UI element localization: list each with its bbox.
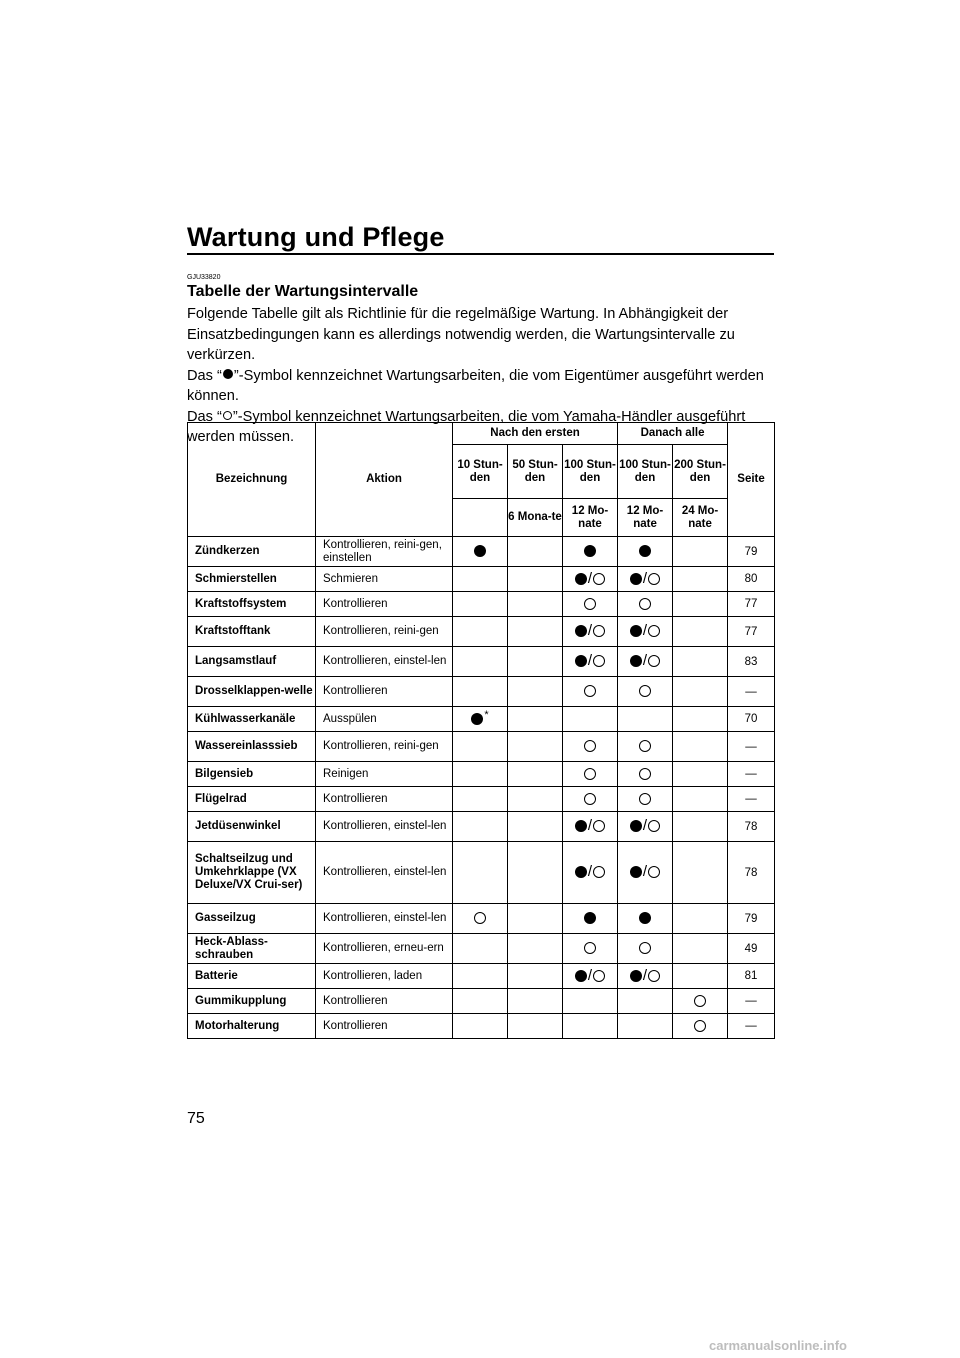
row-name: Schaltseilzug und Umkehrklappe (VX Deluxe/VX Crui-ser) bbox=[188, 842, 316, 904]
interval-cell bbox=[563, 732, 618, 762]
intro-p2-suffix: ”-Symbol kennzeichnet Wartungsarbeiten, die vom Eigentümer ausgeführt werden können. bbox=[187, 367, 764, 404]
interval-cell bbox=[453, 842, 508, 904]
interval-cell bbox=[673, 567, 728, 592]
row-name: Kraftstoffsystem bbox=[188, 592, 316, 617]
row-action: Kontrollieren, reini-gen, einstellen bbox=[316, 537, 453, 567]
table-row bbox=[188, 989, 775, 1014]
table-row bbox=[188, 787, 775, 812]
intro-p3-prefix: Das “ bbox=[187, 408, 222, 425]
interval-cell bbox=[563, 934, 618, 964]
interval-cell bbox=[673, 787, 728, 812]
interval-cell bbox=[673, 989, 728, 1014]
maintenance-table bbox=[187, 422, 775, 1039]
row-name: Drosselklappen-welle bbox=[188, 677, 316, 707]
row-action: Kontrollieren, einstel-len bbox=[316, 647, 453, 677]
header-months-1: 6 Mona-te bbox=[508, 499, 563, 537]
slash-separator-icon: / bbox=[642, 652, 648, 670]
row-action: Kontrollieren, einstel-len bbox=[316, 842, 453, 904]
empty-circle-icon bbox=[639, 598, 651, 610]
header-hours-2: 100 Stun-den bbox=[563, 445, 618, 499]
interval-cell bbox=[563, 537, 618, 567]
header-months-3: 12 Mo-nate bbox=[618, 499, 673, 537]
table-row bbox=[188, 647, 775, 677]
page-number: 75 bbox=[187, 1110, 205, 1127]
row-name: Schmierstellen bbox=[188, 567, 316, 592]
empty-circle-icon bbox=[639, 740, 651, 752]
interval-cell bbox=[508, 1014, 563, 1039]
empty-circle-icon bbox=[639, 793, 651, 805]
interval-cell bbox=[673, 707, 728, 732]
row-page: 77 bbox=[728, 592, 775, 617]
interval-cell bbox=[673, 904, 728, 934]
table-row bbox=[188, 904, 775, 934]
interval-cell bbox=[563, 592, 618, 617]
intro-p3-suffix: ”-Symbol kennzeichnet Wartungsarbeiten, die vom Yamaha-Händler ausgeführt werden müssen. bbox=[187, 408, 746, 445]
interval-cell bbox=[673, 762, 728, 787]
interval-cell bbox=[618, 707, 673, 732]
interval-cell bbox=[673, 934, 728, 964]
row-page: 78 bbox=[728, 812, 775, 842]
row-page: — bbox=[728, 732, 775, 762]
interval-cell bbox=[508, 762, 563, 787]
row-action: Ausspülen bbox=[316, 707, 453, 732]
interval-cell bbox=[618, 989, 673, 1014]
filled-circle-icon bbox=[575, 655, 587, 667]
slash-separator-icon: / bbox=[642, 817, 648, 835]
filled-circle-icon bbox=[630, 820, 642, 832]
row-action: Kontrollieren, laden bbox=[316, 964, 453, 989]
empty-circle-icon bbox=[648, 625, 660, 637]
empty-circle-icon bbox=[474, 912, 486, 924]
row-page: — bbox=[728, 1014, 775, 1039]
interval-cell bbox=[618, 732, 673, 762]
interval-cell bbox=[453, 707, 508, 732]
header-months-2: 12 Mo-nate bbox=[563, 499, 618, 537]
interval-cell bbox=[618, 812, 673, 842]
interval-cell bbox=[618, 762, 673, 787]
intro-paragraph-2 bbox=[187, 366, 774, 407]
row-page: 70 bbox=[728, 707, 775, 732]
table-row bbox=[188, 677, 775, 707]
filled-circle-icon bbox=[584, 912, 596, 924]
table-row bbox=[188, 812, 775, 842]
slash-separator-icon: / bbox=[587, 966, 593, 984]
interval-cell bbox=[618, 677, 673, 707]
header-months-0 bbox=[453, 499, 508, 537]
interval-cell bbox=[618, 617, 673, 647]
empty-circle-icon bbox=[648, 970, 660, 982]
interval-cell bbox=[618, 904, 673, 934]
interval-cell bbox=[508, 567, 563, 592]
filled-circle-icon bbox=[471, 713, 483, 725]
interval-cell bbox=[508, 592, 563, 617]
interval-cell bbox=[563, 762, 618, 787]
interval-cell bbox=[563, 787, 618, 812]
interval-cell bbox=[673, 812, 728, 842]
filled-circle-icon bbox=[630, 625, 642, 637]
filled-circle-icon bbox=[575, 820, 587, 832]
filled-circle-icon bbox=[630, 655, 642, 667]
empty-circle-icon bbox=[593, 655, 605, 667]
empty-circle-icon bbox=[584, 685, 596, 697]
slash-separator-icon: / bbox=[587, 817, 593, 835]
filled-circle-icon bbox=[575, 970, 587, 982]
interval-cell bbox=[508, 537, 563, 567]
slash-separator-icon: / bbox=[642, 966, 648, 984]
interval-cell bbox=[508, 989, 563, 1014]
title-rule bbox=[187, 253, 774, 255]
table-row bbox=[188, 842, 775, 904]
header-name: Bezeichnung bbox=[188, 423, 316, 537]
interval-cell bbox=[563, 964, 618, 989]
interval-cell bbox=[508, 732, 563, 762]
row-name: Langsamstlauf bbox=[188, 647, 316, 677]
empty-circle-icon bbox=[223, 411, 232, 420]
interval-cell bbox=[453, 762, 508, 787]
filled-circle-icon bbox=[223, 369, 233, 379]
row-action: Kontrollieren, reini-gen bbox=[316, 732, 453, 762]
row-page: 80 bbox=[728, 567, 775, 592]
filled-circle-icon bbox=[575, 573, 587, 585]
row-action: Kontrollieren bbox=[316, 787, 453, 812]
filled-circle-icon bbox=[575, 625, 587, 637]
interval-cell bbox=[453, 1014, 508, 1039]
interval-cell bbox=[673, 537, 728, 567]
interval-cell bbox=[508, 842, 563, 904]
empty-circle-icon bbox=[584, 793, 596, 805]
interval-cell bbox=[453, 647, 508, 677]
document-code: GJU33820 bbox=[187, 274, 221, 281]
interval-cell bbox=[618, 537, 673, 567]
interval-cell bbox=[673, 964, 728, 989]
table-row bbox=[188, 617, 775, 647]
row-page: 83 bbox=[728, 647, 775, 677]
empty-circle-icon bbox=[694, 1020, 706, 1032]
interval-cell bbox=[508, 904, 563, 934]
interval-cell bbox=[453, 787, 508, 812]
filled-circle-icon bbox=[630, 866, 642, 878]
row-name: Heck-Ablass-schrauben bbox=[188, 934, 316, 964]
slash-separator-icon: / bbox=[587, 863, 593, 881]
interval-cell bbox=[508, 964, 563, 989]
row-page: 79 bbox=[728, 537, 775, 567]
row-name: Gasseilzug bbox=[188, 904, 316, 934]
empty-circle-icon bbox=[593, 820, 605, 832]
interval-cell bbox=[618, 567, 673, 592]
row-page: — bbox=[728, 989, 775, 1014]
intro-paragraph-1: Folgende Tabelle gilt als Richtlinie für die regelmäßige Wartung. In Abhängigkeit der Einsatzbedingungen kann es allerdings notwendig werden, die Wartungsintervalle zu verkürzen. bbox=[187, 306, 735, 363]
table-row bbox=[188, 964, 775, 989]
empty-circle-icon bbox=[648, 655, 660, 667]
interval-cell bbox=[618, 842, 673, 904]
filled-circle-icon bbox=[639, 545, 651, 557]
interval-cell bbox=[563, 617, 618, 647]
empty-circle-icon bbox=[584, 598, 596, 610]
filled-circle-icon bbox=[639, 912, 651, 924]
header-months-4: 24 Mo-nate bbox=[673, 499, 728, 537]
interval-cell bbox=[508, 934, 563, 964]
empty-circle-icon bbox=[639, 942, 651, 954]
interval-cell bbox=[453, 567, 508, 592]
row-action: Kontrollieren, einstel-len bbox=[316, 904, 453, 934]
interval-cell bbox=[453, 537, 508, 567]
interval-cell bbox=[453, 989, 508, 1014]
row-action: Kontrollieren bbox=[316, 592, 453, 617]
row-page: 77 bbox=[728, 617, 775, 647]
header-page: Seite bbox=[728, 423, 775, 537]
row-action: Kontrollieren, einstel-len bbox=[316, 812, 453, 842]
header-after-first: Nach den ersten bbox=[453, 423, 618, 445]
row-name: Batterie bbox=[188, 964, 316, 989]
table-row bbox=[188, 707, 775, 732]
row-action: Reinigen bbox=[316, 762, 453, 787]
header-then-every: Danach alle bbox=[618, 423, 728, 445]
empty-circle-icon bbox=[648, 820, 660, 832]
filled-circle-icon bbox=[575, 866, 587, 878]
intro-p2-prefix: Das “ bbox=[187, 367, 222, 384]
page-title: Wartung und Pflege bbox=[187, 222, 445, 252]
empty-circle-icon bbox=[648, 866, 660, 878]
table-row bbox=[188, 567, 775, 592]
interval-cell bbox=[618, 592, 673, 617]
interval-cell bbox=[673, 592, 728, 617]
interval-cell bbox=[453, 812, 508, 842]
filled-circle-icon bbox=[474, 545, 486, 557]
interval-cell bbox=[453, 934, 508, 964]
interval-cell bbox=[563, 647, 618, 677]
asterisk-icon: * bbox=[484, 709, 489, 721]
header-hours-4: 200 Stun-den bbox=[673, 445, 728, 499]
interval-cell bbox=[618, 647, 673, 677]
interval-cell bbox=[563, 677, 618, 707]
interval-cell bbox=[453, 732, 508, 762]
row-name: Kraftstofftank bbox=[188, 617, 316, 647]
row-page: 49 bbox=[728, 934, 775, 964]
interval-cell bbox=[673, 617, 728, 647]
interval-cell bbox=[508, 787, 563, 812]
empty-circle-icon bbox=[584, 740, 596, 752]
slash-separator-icon: / bbox=[587, 622, 593, 640]
row-name: Kühlwasserkanäle bbox=[188, 707, 316, 732]
empty-circle-icon bbox=[593, 970, 605, 982]
interval-cell bbox=[453, 677, 508, 707]
table-row bbox=[188, 537, 775, 567]
watermark: carmanualsonline.info bbox=[709, 1338, 847, 1353]
interval-cell bbox=[673, 647, 728, 677]
row-name: Gummikupplung bbox=[188, 989, 316, 1014]
row-page: — bbox=[728, 762, 775, 787]
interval-cell bbox=[673, 1014, 728, 1039]
section-heading: Tabelle der Wartungsintervalle bbox=[187, 283, 419, 300]
row-name: Bilgensieb bbox=[188, 762, 316, 787]
row-name: Motorhalterung bbox=[188, 1014, 316, 1039]
header-hours-1: 50 Stun-den bbox=[508, 445, 563, 499]
interval-cell bbox=[508, 617, 563, 647]
row-page: 81 bbox=[728, 964, 775, 989]
empty-circle-icon bbox=[584, 942, 596, 954]
table-row bbox=[188, 732, 775, 762]
table-row bbox=[188, 1014, 775, 1039]
slash-separator-icon: / bbox=[642, 622, 648, 640]
interval-cell bbox=[563, 989, 618, 1014]
interval-cell bbox=[563, 1014, 618, 1039]
filled-circle-icon bbox=[630, 970, 642, 982]
interval-cell bbox=[453, 904, 508, 934]
interval-cell bbox=[508, 812, 563, 842]
row-page: — bbox=[728, 677, 775, 707]
interval-cell bbox=[453, 964, 508, 989]
row-name: Jetdüsenwinkel bbox=[188, 812, 316, 842]
interval-cell bbox=[618, 964, 673, 989]
slash-separator-icon: / bbox=[642, 863, 648, 881]
empty-circle-icon bbox=[584, 768, 596, 780]
interval-cell bbox=[453, 592, 508, 617]
interval-cell bbox=[508, 707, 563, 732]
row-name: Zündkerzen bbox=[188, 537, 316, 567]
empty-circle-icon bbox=[593, 573, 605, 585]
slash-separator-icon: / bbox=[642, 569, 648, 587]
interval-cell bbox=[673, 842, 728, 904]
interval-cell bbox=[508, 677, 563, 707]
empty-circle-icon bbox=[694, 995, 706, 1007]
header-hours-3: 100 Stun-den bbox=[618, 445, 673, 499]
row-page: 79 bbox=[728, 904, 775, 934]
filled-circle-icon bbox=[630, 573, 642, 585]
empty-circle-icon bbox=[593, 866, 605, 878]
row-action: Kontrollieren bbox=[316, 677, 453, 707]
empty-circle-icon bbox=[593, 625, 605, 637]
row-page: — bbox=[728, 787, 775, 812]
row-name: Wassereinlasssieb bbox=[188, 732, 316, 762]
interval-cell bbox=[618, 934, 673, 964]
interval-cell bbox=[563, 812, 618, 842]
interval-cell bbox=[508, 647, 563, 677]
empty-circle-icon bbox=[648, 573, 660, 585]
filled-circle-icon bbox=[584, 545, 596, 557]
slash-separator-icon: / bbox=[587, 652, 593, 670]
interval-cell bbox=[563, 904, 618, 934]
row-action: Schmieren bbox=[316, 567, 453, 592]
row-action: Kontrollieren bbox=[316, 989, 453, 1014]
table-row bbox=[188, 592, 775, 617]
header-hours-0: 10 Stun-den bbox=[453, 445, 508, 499]
interval-cell bbox=[563, 707, 618, 732]
row-action: Kontrollieren, reini-gen bbox=[316, 617, 453, 647]
empty-circle-icon bbox=[639, 768, 651, 780]
interval-cell bbox=[453, 617, 508, 647]
interval-cell bbox=[618, 787, 673, 812]
interval-cell bbox=[673, 732, 728, 762]
table-row bbox=[188, 762, 775, 787]
header-action: Aktion bbox=[316, 423, 453, 537]
interval-cell bbox=[563, 842, 618, 904]
row-action: Kontrollieren bbox=[316, 1014, 453, 1039]
interval-cell bbox=[563, 567, 618, 592]
table-row bbox=[188, 934, 775, 964]
empty-circle-icon bbox=[639, 685, 651, 697]
slash-separator-icon: / bbox=[587, 569, 593, 587]
row-action: Kontrollieren, erneu-ern bbox=[316, 934, 453, 964]
row-page: 78 bbox=[728, 842, 775, 904]
interval-cell bbox=[673, 677, 728, 707]
interval-cell bbox=[618, 1014, 673, 1039]
row-name: Flügelrad bbox=[188, 787, 316, 812]
